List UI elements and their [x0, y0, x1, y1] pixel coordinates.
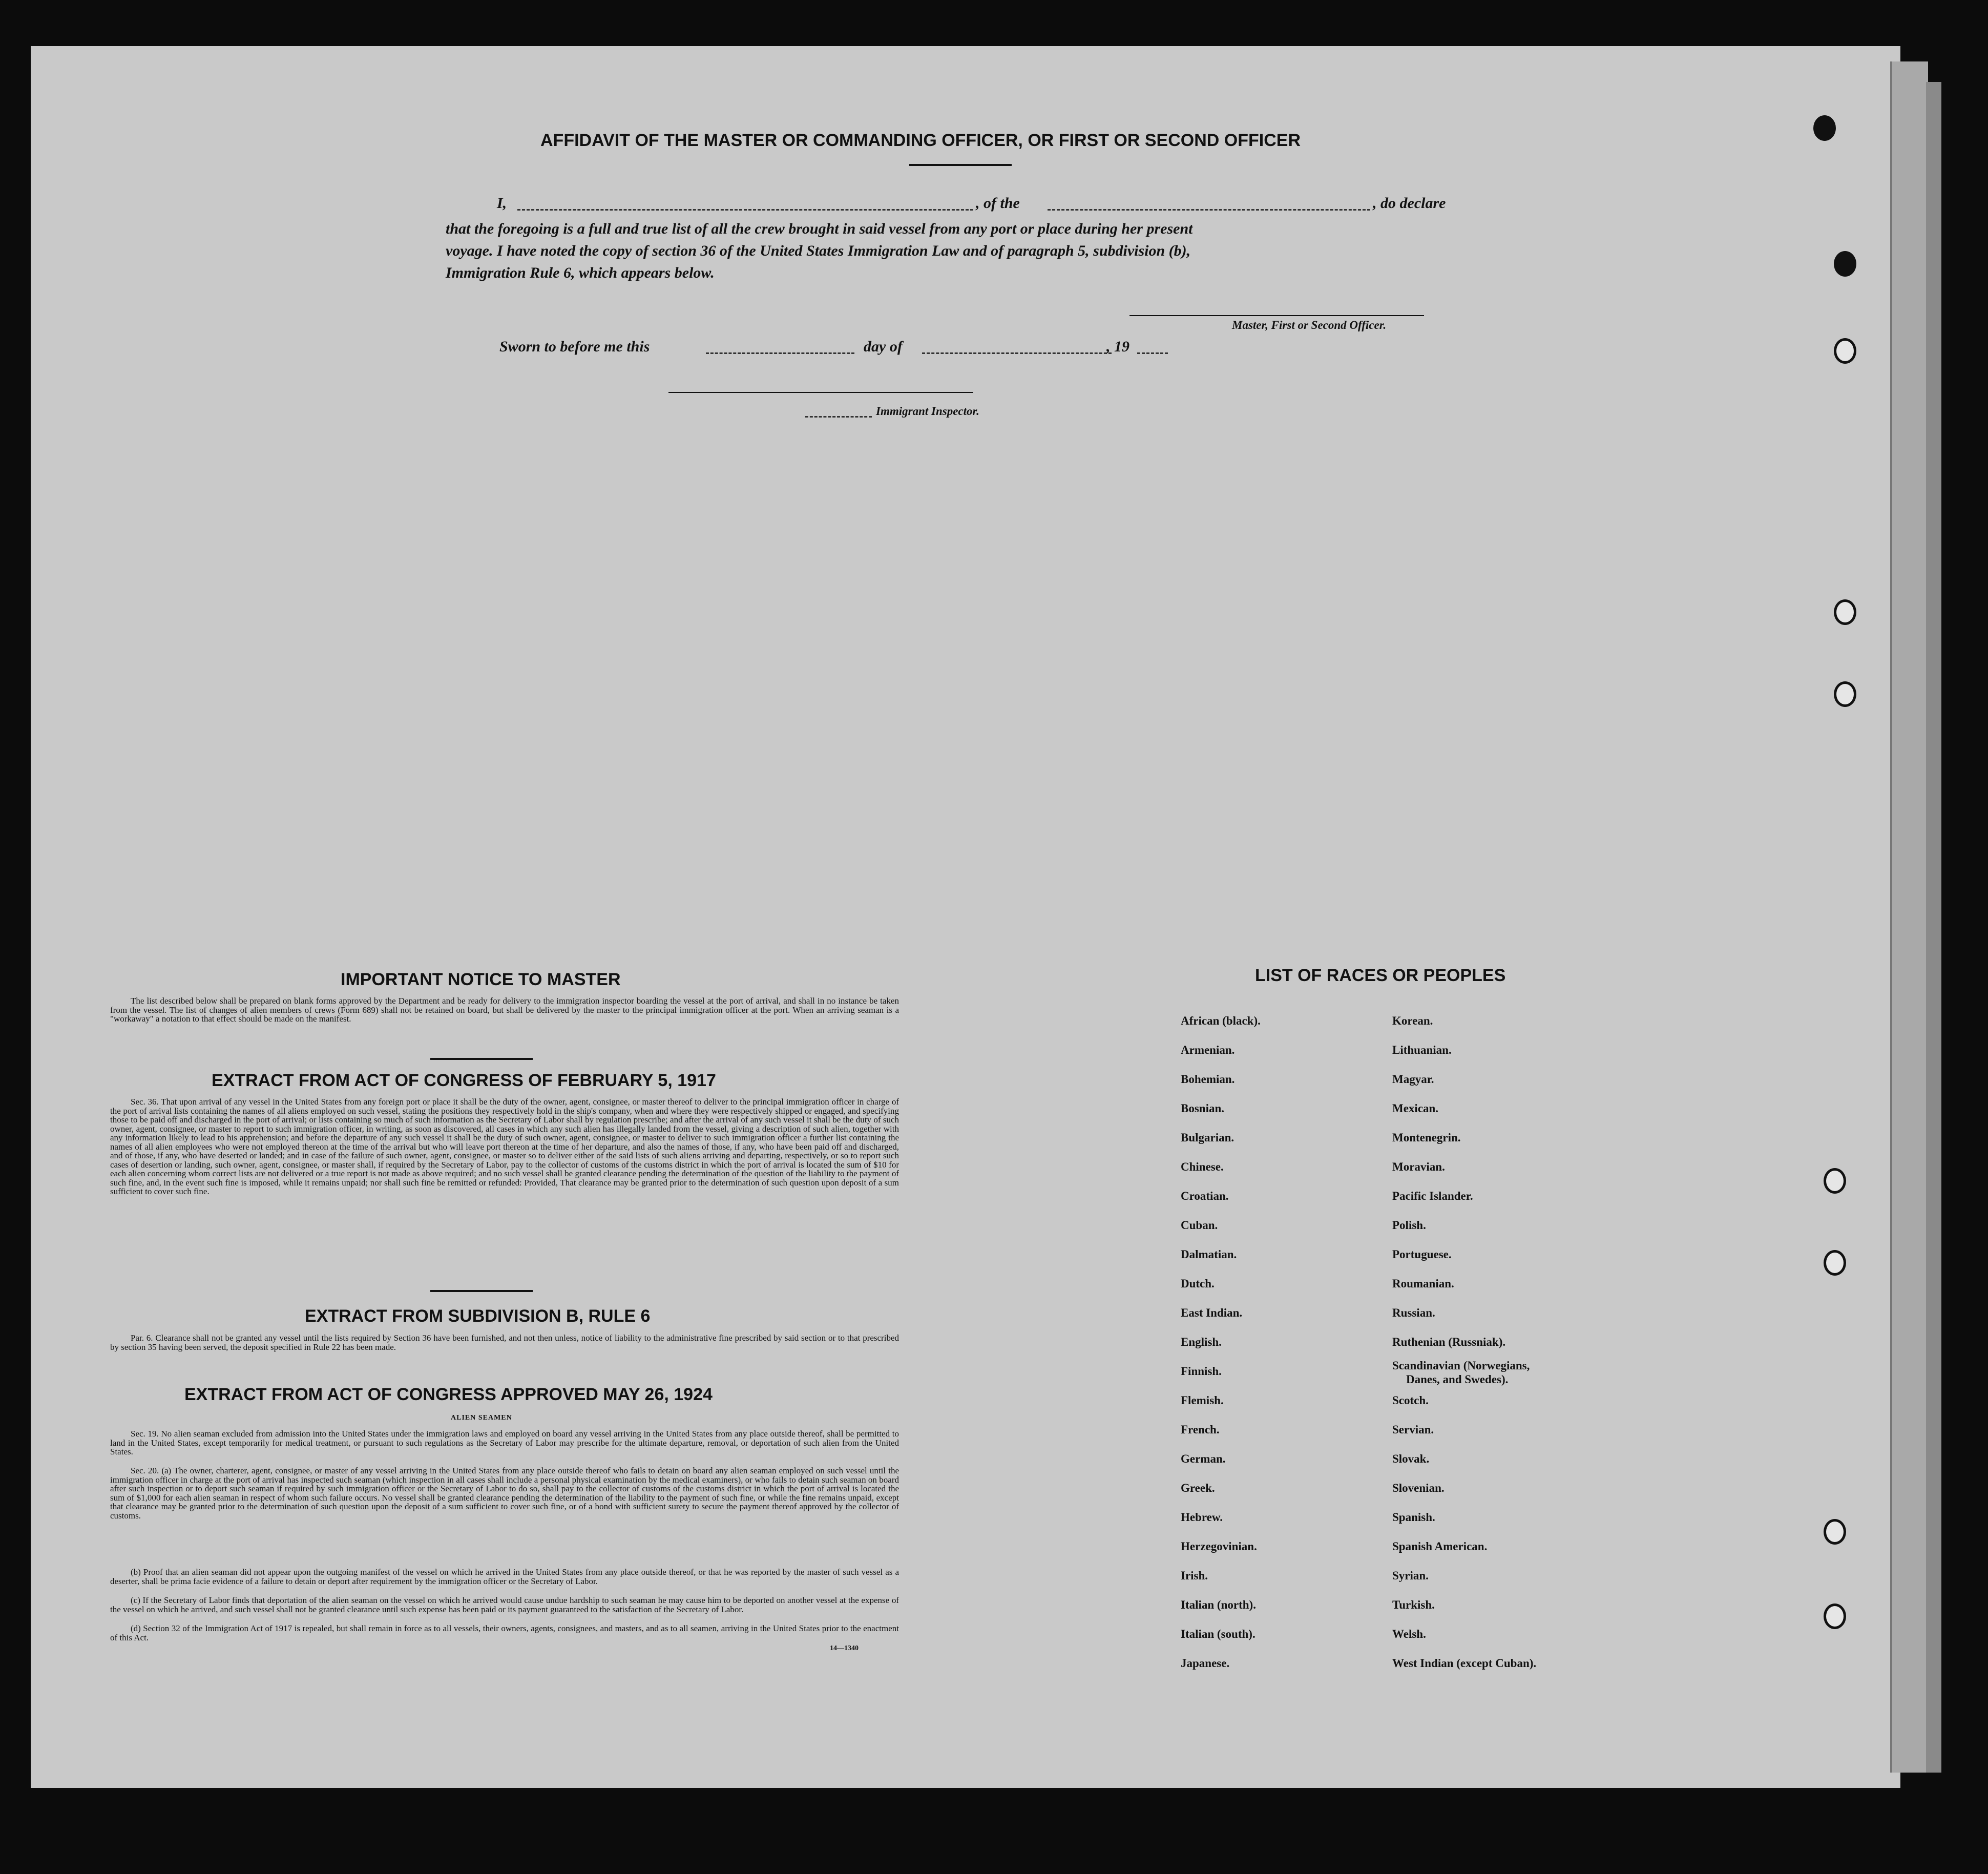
race-item: Magyar.: [1392, 1073, 1434, 1086]
page-edge-shadow: [1926, 82, 1941, 1773]
inspector-dash: [805, 416, 872, 418]
race-item: Dutch.: [1181, 1277, 1215, 1290]
race-item: Korean.: [1392, 1014, 1433, 1027]
race-item: English.: [1181, 1336, 1222, 1348]
races-heading: LIST OF RACES OR PEOPLES: [1255, 966, 1506, 985]
race-item: Spanish American.: [1392, 1540, 1488, 1553]
affidavit-line2: that the foregoing is a full and true list of all the crew brought in said vessel from any port or place during her present: [446, 220, 1193, 237]
binder-hole: [1834, 599, 1856, 625]
race-item: Italian (north).: [1181, 1598, 1256, 1611]
race-item: Russian.: [1392, 1306, 1435, 1319]
inspector-signature-line[interactable]: [668, 392, 973, 393]
race-item: Finnish.: [1181, 1365, 1222, 1378]
race-item: Bulgarian.: [1181, 1131, 1234, 1144]
document-page: [31, 46, 1900, 1788]
inspector-signature-label: Immigrant Inspector.: [876, 405, 979, 418]
binder-hole: [1834, 338, 1856, 364]
affidavit-heading: AFFIDAVIT OF THE MASTER OR COMMANDING OFFICER, OR FIRST OR SECOND OFFICER: [540, 131, 1301, 150]
race-item: Ruthenian (Russniak).: [1392, 1336, 1506, 1348]
race-item: Turkish.: [1392, 1598, 1435, 1611]
race-item: Spanish.: [1392, 1511, 1435, 1524]
sec20c-body: (c) If the Secretary of Labor finds that deportation of the alien seaman on the vessel on which he arrived would cause undue hardship to such seaman he may cause him to be deported on another vessel at the expense of the vessel on which he arrived, and such vessel shall not be granted clearance until such expense has been paid or its payment guaranteed to the satisfaction of the Secretary of Labor.: [110, 1595, 899, 1614]
race-item: Herzegovinian.: [1181, 1540, 1257, 1553]
sworn-day-blank[interactable]: [706, 352, 854, 354]
race-item: African (black).: [1181, 1014, 1261, 1027]
race-item: Servian.: [1392, 1423, 1434, 1436]
name-blank[interactable]: [517, 209, 973, 211]
day-of-text: day of: [864, 338, 903, 355]
sec19-body: Sec. 19. No alien seaman excluded from admission into the United States under the immigration laws and employed on board any vessel arriving in the United States from any place outside thereof, shall be permitted to land in the United States, except temporarily for medical treatment, or pursuant to such regulations as the Secretary of Labor may prescribe for the ultimate departure, removal, or deportation of such alien from the United States.: [110, 1429, 899, 1456]
race-item: Greek.: [1181, 1482, 1215, 1494]
sworn-month-blank[interactable]: [922, 352, 1112, 354]
race-item: Cuban.: [1181, 1219, 1218, 1232]
divider: [430, 1058, 533, 1060]
affidavit-of-the: , of the: [976, 195, 1020, 212]
master-signature-label: Master, First or Second Officer.: [1232, 319, 1387, 331]
race-item: Polish.: [1392, 1219, 1426, 1232]
race-item-continued: Danes, and Swedes).: [1406, 1373, 1509, 1386]
race-item: Irish.: [1181, 1569, 1208, 1582]
affidavit-line4: Immigration Rule 6, which appears below.: [446, 264, 715, 281]
race-item: Hebrew.: [1181, 1511, 1223, 1524]
race-item: Italian (south).: [1181, 1628, 1255, 1640]
race-item: German.: [1181, 1452, 1226, 1465]
binder-hole: [1824, 1168, 1846, 1194]
notice-body: The list described below shall be prepared on blank forms approved by the Department and be ready for delivery to the immigration inspector boarding the vessel at the port of arrival, and shall in no instance be taken from the vessel. The list of changes of alien members of crews (Form 689) shall not be retained on board, but shall be delivered by the master to the principal immigration officer at the port. When an arriving seaman is a "workaway" a notation to that effect should be made on the manifest.: [110, 996, 899, 1024]
extract-rule6-heading: EXTRACT FROM SUBDIVISION B, RULE 6: [305, 1306, 651, 1326]
binder-hole: [1824, 1250, 1846, 1276]
affidavit-line3: voyage. I have noted the copy of section 36 of the United States Immigration Law and of paragraph 5, subdivision (b),: [446, 242, 1191, 259]
race-item: Bohemian.: [1181, 1073, 1235, 1086]
page-edge: [1890, 61, 1928, 1773]
affidavit-declare: , do declare: [1373, 195, 1446, 212]
affidavit-i: I,: [497, 195, 507, 212]
race-item: Portuguese.: [1392, 1248, 1452, 1261]
sec20b-body: (b) Proof that an alien seaman did not appear upon the outgoing manifest of the vessel on which he arrived in the United States from any place outside thereof, or that he was reported by the master of such vessel as a deserter, shall be prima facie evidence of a failure to detain or deport after requirement by the immigration officer or the Secretary of Labor.: [110, 1567, 899, 1586]
sworn-year-blank[interactable]: [1137, 352, 1168, 354]
master-signature-line[interactable]: [1129, 315, 1424, 316]
race-item: East Indian.: [1181, 1306, 1243, 1319]
form-number: 14—1340: [830, 1644, 859, 1652]
race-item: Montenegrin.: [1392, 1131, 1461, 1144]
extract-1917-heading: EXTRACT FROM ACT OF CONGRESS OF FEBRUARY 5, 1917: [212, 1071, 716, 1090]
divider: [909, 164, 1012, 166]
race-item: Armenian.: [1181, 1044, 1235, 1056]
race-item: Mexican.: [1392, 1102, 1439, 1115]
race-item: West Indian (except Cuban).: [1392, 1657, 1537, 1670]
binder-hole: [1834, 681, 1856, 707]
alien-seamen-subheading: ALIEN SEAMEN: [451, 1414, 512, 1422]
notice-heading: IMPORTANT NOTICE TO MASTER: [341, 970, 621, 989]
extract-1924-heading: EXTRACT FROM ACT OF CONGRESS APPROVED MAY 26, 1924: [184, 1385, 713, 1404]
race-item: Dalmatian.: [1181, 1248, 1237, 1261]
binder-hole: [1834, 251, 1856, 277]
race-item: Chinese.: [1181, 1160, 1224, 1173]
race-item: French.: [1181, 1423, 1220, 1436]
year-text: , 19: [1106, 338, 1129, 355]
race-item: Slovenian.: [1392, 1482, 1445, 1494]
race-item: Pacific Islander.: [1392, 1190, 1473, 1202]
race-item: Croatian.: [1181, 1190, 1229, 1202]
sec20a-body: Sec. 20. (a) The owner, charterer, agent, consignee, or master of any vessel arriving in the United States from any place outside thereof who fails to detain on board any alien seaman employed on such vessel until the immigration officer in charge at the port of arrival has inspected such seaman (which inspection in all cases shall include a personal physical examination by the medical examiners), or who fails to detain such seaman on board after such inspection or to deport such seaman if required by such immigration officer or the Secretary of Labor to do so, shall pay to the collector of customs of the customs district in which the port of arrival is located the sum of $1,000 for each alien seaman in respect of whom such failure occurs. No vessel shall be granted clearance pending the determination of the liability to the payment of such fine, or while the fine remains unpaid, except that clearance may be granted prior to the determination of such question upon the deposit of a sum sufficient to cover such fine, or of a bond with sufficient surety to secure the payment thereof approved by the collector of customs.: [110, 1466, 899, 1521]
vessel-blank[interactable]: [1048, 209, 1370, 211]
race-item: Syrian.: [1392, 1569, 1429, 1582]
extract-1917-body: Sec. 36. That upon arrival of any vessel in the United States from any foreign port or place it shall be the duty of the owner, agent, consignee, or master thereof to deliver to the principal immigration officer in charge of the port of arrival lists containing the names of all aliens employed on such vessel, stating the positions they respectively hold in the ship's company, when and where they were respectively shipped or engaged, and specifying those to be paid off and discharged in the port of arrival; or lists containing so much of such information as the Secretary of Labor shall by regulation prescribe; and after the arrival of any such vessel it shall be the duty of such owner, agent, consignee, or master to report to such immigration officer, in writing, as soon as discovered, all cases in which any such alien has illegally landed from the vessel, giving a description of such alien, together with any information likely to lead to his apprehension; and before the departure of any such vessel it shall be the duty of such owner, agent, consignee, or master to deliver to such immigration officer a further list containing the names of all alien employees who were not employed thereon at the time of the arrival but who will leave port thereon at the time of her departure, and also the names of those, if any, who have been paid off and discharged, and of those, if any, who have deserted or landed; and in case of the failure of such owner, agent, consignee, or master so to deliver either of the said lists of such aliens arriving and departing, respectively, or so to report such cases of desertion or landing, such owner, agent, consignee, or master shall, if required by the Secretary of Labor, pay to the collector of customs of the customs district in which the port of arrival is located the sum of $10 for each alien concerning whom correct lists are not delivered or a true report is not made as above required; and no such vessel shall be granted clearance pending the determination of the question of the liability to the payment of such fine, and, in the event such fine is imposed, while it remains unpaid; nor shall such fine be remitted or refunded: Provided, That clearance may be granted prior to the determination of such question upon deposit of a sum sufficient to cover such fine.: [110, 1097, 899, 1196]
divider: [430, 1290, 533, 1292]
race-item: Welsh.: [1392, 1628, 1426, 1640]
race-item: Lithuanian.: [1392, 1044, 1452, 1056]
sec20d-body: (d) Section 32 of the Immigration Act of 1917 is repealed, but shall remain in force as to all vessels, their owners, agents, consignees, and masters, and as to all seamen, arriving in the United States prior to the enactment of this Act.: [110, 1623, 899, 1642]
race-item: Flemish.: [1181, 1394, 1224, 1407]
race-item: Scotch.: [1392, 1394, 1429, 1407]
race-item: Moravian.: [1392, 1160, 1445, 1173]
extract-rule6-body: Par. 6. Clearance shall not be granted any vessel until the lists required by Section 36 have been furnished, and not then unless, notice of liability to the administrative fine prescribed by said section or to that prescribed by section 35 having been served, the deposit specified in Rule 22 has been made.: [110, 1333, 899, 1352]
race-item: Bosnian.: [1181, 1102, 1225, 1115]
race-item: Japanese.: [1181, 1657, 1230, 1670]
race-item: Slovak.: [1392, 1452, 1430, 1465]
race-item: Scandinavian (Norwegians,: [1392, 1359, 1530, 1372]
binder-hole: [1824, 1604, 1846, 1629]
binder-hole: [1824, 1519, 1846, 1545]
binder-hole: [1813, 115, 1836, 141]
sworn-text: Sworn to before me this: [499, 338, 650, 355]
race-item: Roumanian.: [1392, 1277, 1454, 1290]
